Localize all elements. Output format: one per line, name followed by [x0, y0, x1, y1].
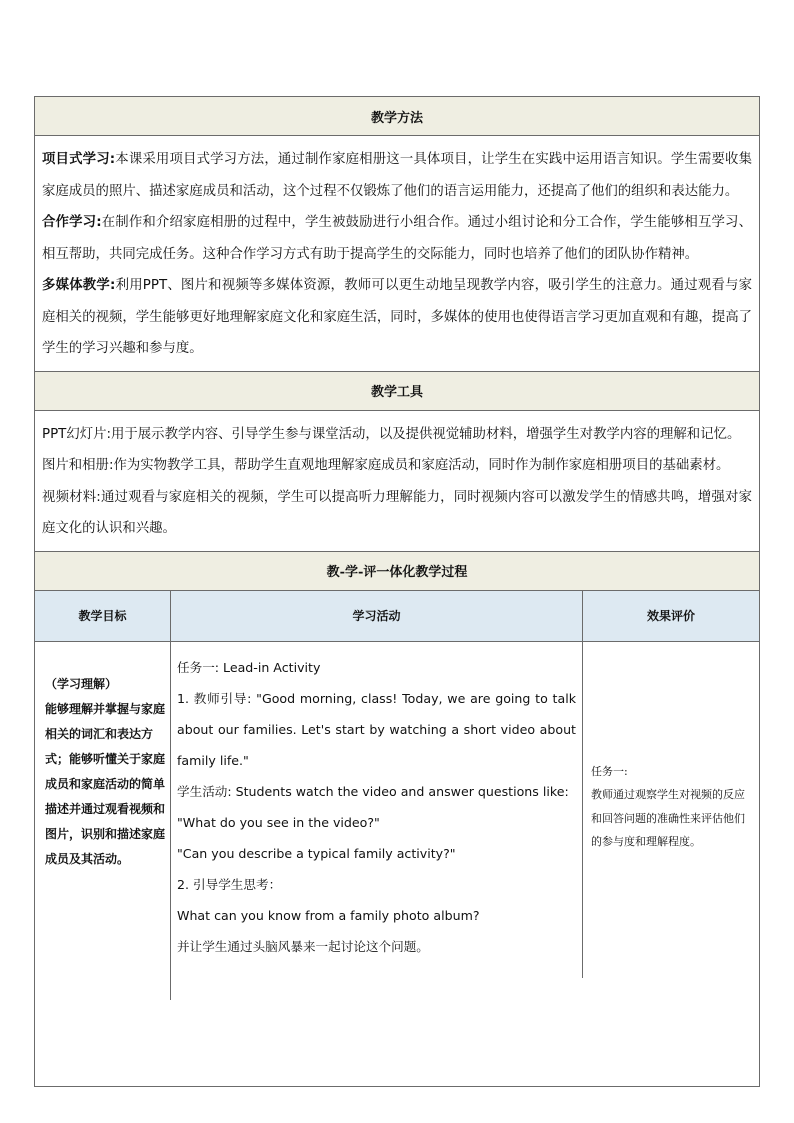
tool-text: 用于展示教学内容、引导学生参与课堂活动，以及提供视觉辅助材料，增强学生对教学内容的理解和记忆。: [111, 426, 741, 442]
tools-section: [35, 411, 759, 552]
method-term: 合作学习:: [42, 215, 102, 230]
method-item: [42, 207, 752, 270]
methods-heading: 教学方法: [35, 97, 759, 136]
goal-cell: [35, 642, 171, 1000]
tool-term: 视频材料:: [42, 489, 101, 505]
column-header-goal: 教学目标: [35, 591, 171, 642]
activity-line: 学生活动: Students watch the video and answer questions like:: [177, 783, 569, 799]
process-grid: [35, 591, 759, 1086]
column-header-activity: 学习活动: [171, 591, 583, 642]
activity-line: 并让学生通过头脑风暴来一起讨论这个问题。: [177, 938, 429, 954]
tool-term: PPT幻灯片:: [42, 426, 112, 442]
tool-item: [42, 450, 752, 482]
tool-text: 作为实物教学工具，帮助学生直观地理解家庭成员和家庭活动，同时作为制作家庭相册项目的基础素材。: [113, 458, 730, 473]
activity-line: What can you know from a family photo album?: [177, 907, 480, 923]
tool-item: [42, 419, 752, 451]
activity-line: 1. 教师引导: "Good morning, class! Today, we are going to talk about our families. Let's start by watching a short video about family life.": [177, 690, 576, 768]
method-item: [42, 270, 752, 365]
tools-heading: 教学工具: [35, 372, 759, 411]
method-text: 利用PPT、图片和视频等多媒体资源，教师可以更生动地呈现教学内容，吸引学生的注意力。通过观看与家庭相关的视频，学生能够更好地理解家庭文化和家庭生活，同时，多媒体的使用也使得语言学习更加直观和有趣，提高了学生的学习兴趣和参与度。: [42, 278, 753, 356]
evaluation-title: 任务一:: [591, 764, 628, 778]
process-heading: 教-学-评一体化教学过程: [35, 552, 759, 591]
method-term: 多媒体教学:: [42, 278, 116, 293]
activity-line: 2. 引导学生思考：: [177, 876, 282, 892]
method-text: 本课采用项目式学习方法，通过制作家庭相册这一具体项目，让学生在实践中运用语言知识。学生需要收集家庭成员的照片、描述家庭成员和活动，这个过程不仅锻炼了他们的语言运用能力，还提高了他们的组织和表达能力。: [42, 152, 752, 199]
goal-tag: （学习理解）: [45, 676, 118, 691]
method-text: 在制作和介绍家庭相册的过程中，学生被鼓励进行小组合作。通过小组讨论和分工合作，学生能够相互学习、相互帮助，共同完成任务。这种合作学习方式有助于提高学生的交际能力，同时也培养了他们的团队协作精神。: [42, 215, 752, 262]
goal-text: 能够理解并掌握与家庭相关的词汇和表达方式；能够听懂关于家庭成员和家庭活动的简单描述并通过观看视频和图片，识别和描述家庭成员及其活动。: [45, 701, 166, 866]
lesson-plan-table: [34, 96, 760, 1087]
methods-section: [35, 136, 759, 372]
activity-line: 任务一: Lead-in Activity: [177, 659, 321, 675]
method-item: [42, 144, 752, 207]
evaluation-cell: [583, 642, 759, 1086]
activity-cell: [171, 642, 583, 978]
evaluation-text: 教师通过观察学生对视频的反应和回答问题的准确性来评估他们的参与度和理解程度。: [591, 788, 745, 848]
tool-item: [42, 482, 752, 545]
method-term: 项目式学习:: [42, 152, 116, 167]
tool-text: 通过观看与家庭相关的视频，学生可以提高听力理解能力，同时视频内容可以激发学生的情感共鸣，增强对家庭文化的认识和兴趣。: [42, 489, 752, 536]
activity-line: "What do you see in the video?": [177, 814, 380, 830]
activity-line: "Can you describe a typical family activity?": [177, 845, 456, 861]
column-header-evaluation: 效果评价: [583, 591, 759, 642]
tool-term: 图片和相册:: [42, 458, 114, 473]
